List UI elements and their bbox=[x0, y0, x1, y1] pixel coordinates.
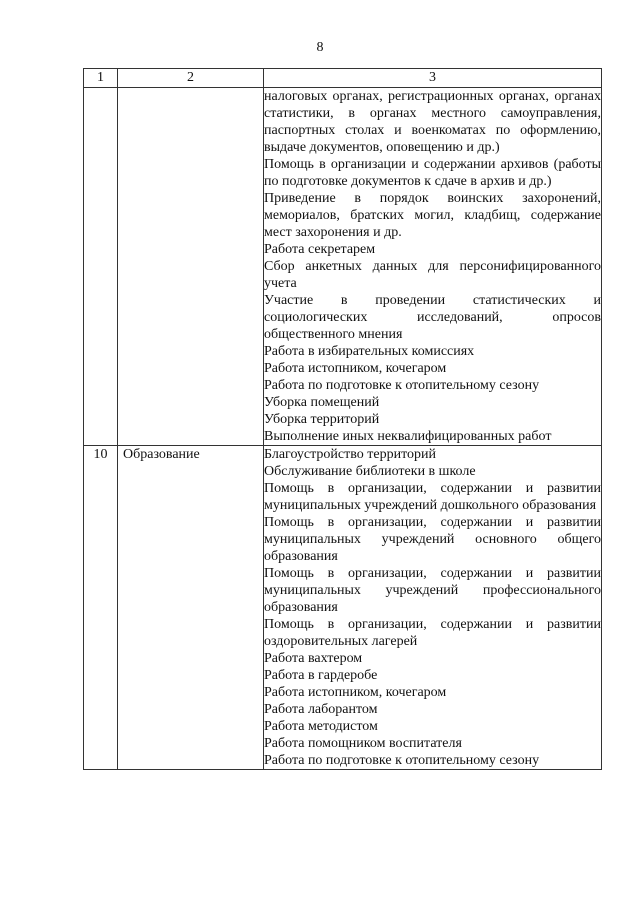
list-item: Помощь в организации, содержании и развитии оздоровительных лагерей bbox=[264, 617, 601, 649]
list-item: Работа секретарем bbox=[264, 242, 376, 257]
list-item: Работа вахтером bbox=[264, 651, 363, 666]
list-item: Помощь в организации, содержании и развитии муниципальных учреждений профессионального образования bbox=[264, 566, 601, 615]
list-item: Работа методистом bbox=[264, 719, 378, 734]
list-item: Работа по подготовке к отопительному сезону bbox=[264, 753, 540, 768]
list-item: Работа истопником, кочегаром bbox=[264, 685, 447, 700]
works-table bbox=[83, 68, 602, 770]
list-item: Работа истопником, кочегаром bbox=[264, 361, 447, 376]
row-items bbox=[264, 88, 602, 446]
list-item: Участие в проведении статистических и социологических исследований, опросов общественного мнения bbox=[264, 293, 601, 342]
row-category: Образование bbox=[118, 446, 264, 770]
page-number: 8 bbox=[316, 40, 324, 55]
header-col-1: 1 bbox=[84, 69, 118, 88]
list-item: Уборка помещений bbox=[264, 395, 380, 410]
list-item: Приведение в порядок воинских захоронений, мемориалов, братских могил, кладбищ, содержание мест захоронения и др. bbox=[264, 191, 601, 240]
list-item: Работа в избирательных комиссиях bbox=[264, 344, 475, 359]
list-item: Помощь в организации и содержании архивов (работы по подготовке документов к сдаче в архив и др.) bbox=[264, 157, 601, 189]
header-col-3: 3 bbox=[264, 69, 602, 88]
list-item: Работа помощником воспитателя bbox=[264, 736, 462, 751]
list-item: Работа по подготовке к отопительному сезону bbox=[264, 378, 540, 393]
list-item: налоговых органах, регистрационных органах, органах статистики, в органах местного самоуправления, паспортных столах и военкоматах по оформлению, выдаче документов, оповещению и др.) bbox=[264, 89, 601, 155]
list-item: Помощь в организации, содержании и развитии муниципальных учреждений основного общего образования bbox=[264, 515, 601, 564]
list-item: Благоустройство территорий bbox=[264, 447, 436, 462]
table-row bbox=[84, 88, 602, 446]
row-category bbox=[118, 88, 264, 446]
table-row bbox=[84, 446, 602, 770]
row-number bbox=[84, 88, 118, 446]
list-item: Работа в гардеробе bbox=[264, 668, 378, 683]
list-item: Помощь в организации, содержании и развитии муниципальных учреждений дошкольного образования bbox=[264, 481, 601, 513]
header-col-2: 2 bbox=[118, 69, 264, 88]
table-header-row bbox=[84, 69, 602, 88]
list-item: Выполнение иных неквалифицированных работ bbox=[264, 429, 552, 444]
list-item: Сбор анкетных данных для персонифицированного учета bbox=[264, 259, 601, 291]
row-items bbox=[264, 446, 602, 770]
list-item: Работа лаборантом bbox=[264, 702, 378, 717]
list-item: Уборка территорий bbox=[264, 412, 380, 427]
row-number: 10 bbox=[84, 446, 118, 770]
list-item: Обслуживание библиотеки в школе bbox=[264, 464, 476, 479]
